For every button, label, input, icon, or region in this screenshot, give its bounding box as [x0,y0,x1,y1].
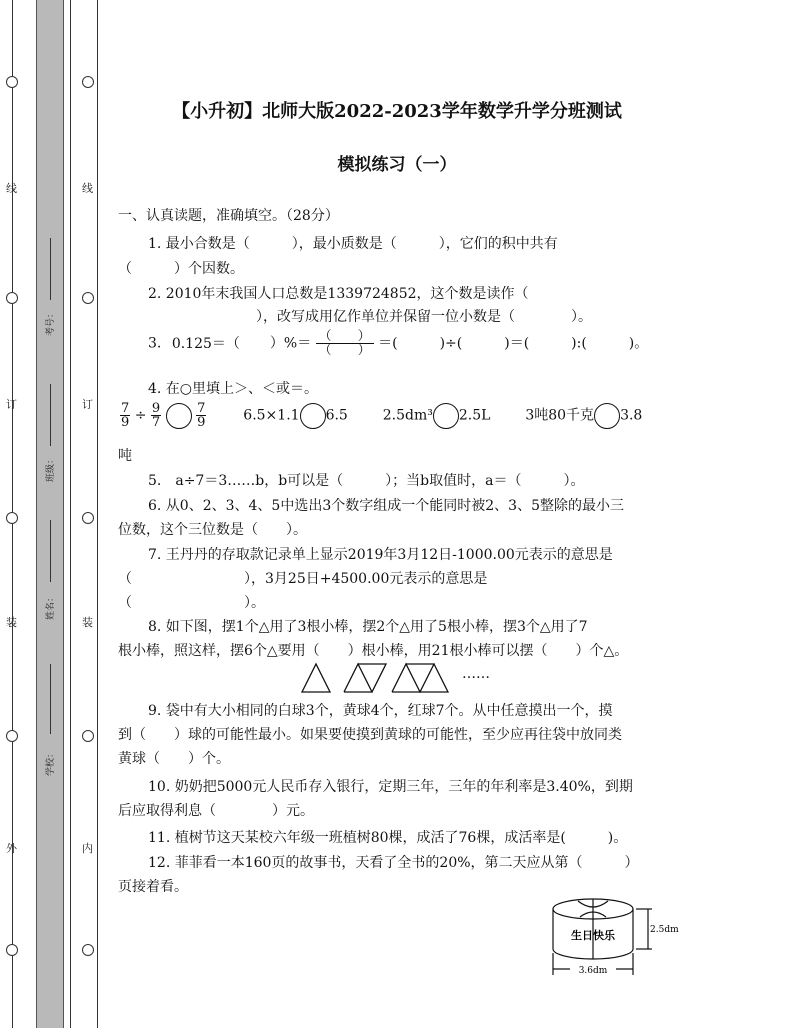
q10-line1: 10. 奶奶把5000元人民币存入银行，定期三年，三年的年利率是3.40%，到期 [148,779,633,795]
field-exam-number: 考号： [46,308,56,336]
q4-line1: 4. 在○里填上＞、＜或＝。 [148,381,319,397]
q4a-frac1 [120,402,130,429]
outer-char-wai: 外 [6,842,17,855]
q9-line3: 黄球（ ）个。 [118,751,230,767]
q8-line1: 8. 如下图，摆1个△用了3根小棒，摆2个△用了5根小棒，摆3个△用了7 [148,619,588,635]
q2-line2: ），改写成用亿作单位并保留一位小数是（ ）。 [256,309,592,325]
binding-hole-5 [6,944,18,956]
binding-hole-4 [6,730,18,742]
q4c-compare-circle[interactable] [433,403,459,429]
q4a-frac2 [151,402,161,429]
triangle-set-3 [392,664,448,692]
cake-text: 生日快乐 [571,929,615,942]
binding-hole-8 [82,512,94,524]
q4b-left: 6.5×1.1 [243,407,300,424]
q8-line2: 根小棒，照这样，摆6个△要用（ ）根小棒，用21根小棒可以摆（ ）个△。 [118,643,629,659]
q11: 11. 植树节这天某校六年级一班植树80棵，成活了76棵，成活率是( )。 [148,830,628,846]
outer-char-ding: 订 [6,398,17,411]
q4a-compare-circle[interactable] [166,403,192,429]
q10-line2: 后应取得利息（ ）元。 [118,803,314,819]
cake-figure [550,895,680,979]
inner-char-ding: 订 [82,398,93,411]
q4-items [120,402,642,438]
q6-line1: 6. 从0、2、3、4、5中选出3个数字组成一个能同时被2、3、5整除的最小三 [148,498,624,514]
q4a-frac3-den: 9 [197,415,206,430]
q3-text-b: ）%＝ [269,335,312,352]
page-subtitle: 模拟练习（一） [337,155,457,175]
binding-hole-9 [82,730,94,742]
binding-hole-3 [6,512,18,524]
q4d-compare-circle[interactable] [594,403,620,429]
q4d-left: 3吨80千克 [525,407,595,424]
q4d-right: 3.8 [620,407,643,424]
section-heading: 一、认真读题，准确填空。（28分） [118,208,339,224]
cake-width-label: 3.6dm [578,966,608,976]
q4c-left: 2.5dm³ [382,407,433,424]
q3-text-c: ＝( )÷( )＝( ):( )。 [378,335,649,352]
q5: 5. a÷7＝3……b，b可以是（ ）；当b取值时，a＝（ ）。 [148,473,585,489]
q7-line1: 7. 王丹丹的存取款记录单上显示2019年3月12日-1000.00元表示的意思是 [148,547,613,563]
binding-hole-6 [82,76,94,88]
q3-number: 3. [148,335,162,352]
q7-line2: （ ），3月25日+4500.00元表示的意思是 [118,571,488,587]
q9-line1: 9. 袋中有大小相同的白球3个，黄球4个，红球7个。从中任意摸出一个，摸 [148,703,613,719]
cake-height-label: 2.5dm [650,925,679,935]
q6-line2: 位数，这个三位数是（ ）。 [118,522,307,538]
q4c-right: 2.5L [458,407,491,424]
q4a-op: ÷ [134,407,147,424]
inner-char-nei: 内 [82,842,93,855]
q4b-right: 6.5 [325,407,348,424]
binding-hole-2 [6,292,18,304]
q8-ellipsis: …… [462,666,490,682]
q4a-frac3 [196,402,206,429]
q9-line2: 到（ ）球的可能性最小。如果要使摸到黄球的可能性，至少应再往袋中放同类 [118,727,622,743]
q1-line1: 1. 最小合数是（ ），最小质数是（ ），它们的积中共有 [148,236,558,252]
q4-unit: 吨 [118,448,132,464]
q2-line1: 2. 2010年末我国人口总数是1339724852，这个数是读作（ [148,286,529,302]
q3 [148,330,648,370]
field-exam-number-line [50,238,51,300]
q3-frac-top: （ ） [316,330,374,344]
q12-line1: 12. 菲菲看一本160页的故事书，天看了全书的20%，第二天应从第（ ） [148,855,639,871]
field-school: 学校： [46,748,56,776]
q4a-frac2-den: 7 [151,415,161,430]
q4a-frac1-den: 9 [121,415,130,430]
field-class: 班级： [46,454,56,482]
outer-char-xian: 线 [6,182,17,195]
triangle-pattern-figure [298,660,458,696]
field-name: 姓名： [46,592,56,620]
q3-frac-bottom: （ ） [318,343,371,358]
q4a-frac1-num: 7 [121,401,130,416]
q4a-frac3-num: 7 [197,401,206,416]
triangle-set-1 [302,664,330,692]
q7-line3: （ ）。 [118,595,265,611]
q4b-compare-circle[interactable] [300,403,326,429]
triangle-set-2 [344,664,386,692]
q1-line2: （ ）个因数。 [118,261,244,277]
q4a-frac2-num: 9 [151,401,161,416]
inner-char-xian: 线 [82,182,93,195]
outer-char-zhuang: 装 [6,616,17,629]
binding-hole-10 [82,944,94,956]
field-school-line [50,664,51,734]
binding-hole-1 [6,76,18,88]
inner-char-zhuang: 装 [82,616,93,629]
binding-hole-7 [82,292,94,304]
field-class-line [50,384,51,446]
q3-blank-fraction [316,330,374,357]
field-name-line [50,520,51,582]
q3-text-a: 0.125＝（ [171,335,240,352]
page-title: 【小升初】北师大版2022-2023学年数学升学分班测试 [172,101,622,122]
q12-line2: 页接着看。 [118,879,188,895]
